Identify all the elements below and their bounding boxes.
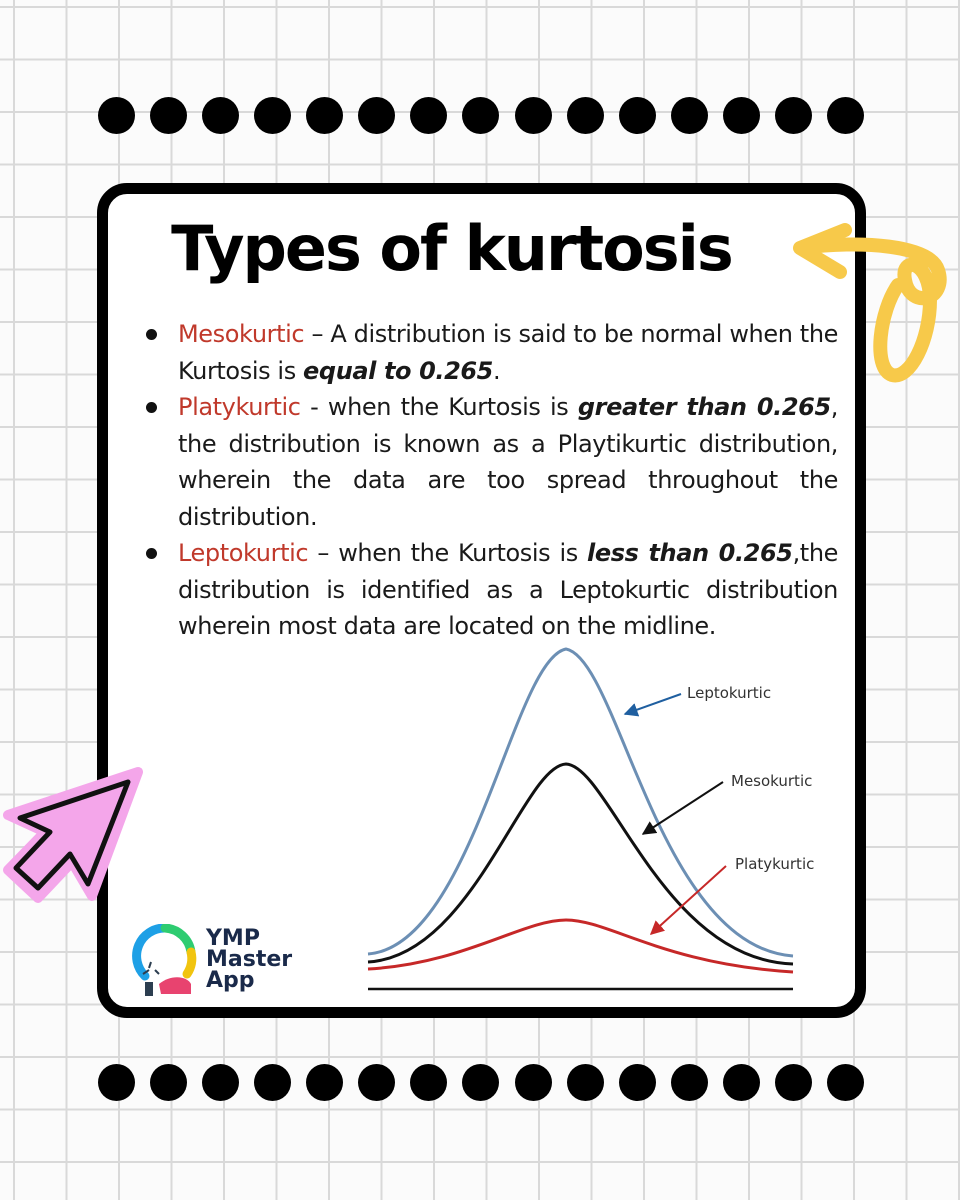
ymp-logo <box>131 924 321 1004</box>
dot <box>827 1064 864 1101</box>
dot <box>202 1064 239 1101</box>
term-platykurtic: Platykurtic <box>178 393 301 421</box>
kurtosis-list <box>178 316 838 645</box>
list-item-mesokurtic <box>178 316 838 389</box>
list-item-platykurtic <box>178 389 838 535</box>
definition-text: . <box>492 356 501 385</box>
term-mesokurtic: Mesokurtic <box>178 320 305 348</box>
dot <box>775 1064 812 1101</box>
bottom-dot-row <box>98 1062 864 1102</box>
dot <box>775 97 812 134</box>
dot <box>671 97 708 134</box>
logo-line-2: Master <box>206 947 293 972</box>
dot <box>671 1064 708 1101</box>
dot <box>306 97 343 134</box>
definition-text: , the distribution is known as a Playtikurtic distribution, wherein the data are too spread throughout the distribution. <box>178 393 838 531</box>
dot <box>150 1064 187 1101</box>
top-dot-row <box>98 95 864 135</box>
dot <box>462 1064 499 1101</box>
threshold-text: greater than 0.265 <box>577 393 831 421</box>
mesokurtic-curve <box>368 764 793 964</box>
dot <box>619 1064 656 1101</box>
definition-text: – when the Kurtosis is <box>308 539 588 567</box>
leptokurtic-arrow <box>625 694 681 714</box>
logo-wordmark <box>206 928 292 991</box>
logo-line-1: YMP <box>206 926 260 951</box>
platykurtic-label: Platykurtic <box>735 855 815 873</box>
dot <box>827 97 864 134</box>
kurtosis-diagram <box>363 634 863 1014</box>
dot <box>619 97 656 134</box>
dot <box>567 1064 604 1101</box>
dot <box>567 97 604 134</box>
term-leptokurtic: Leptokurtic <box>178 539 309 567</box>
threshold-text: equal to 0.265 <box>303 356 493 385</box>
dot <box>254 97 291 134</box>
dot <box>358 1064 395 1101</box>
dot <box>410 1064 447 1101</box>
dot <box>306 1064 343 1101</box>
dot <box>98 1064 135 1101</box>
content-card <box>97 183 866 1018</box>
definition-text: - when the Kurtosis is <box>300 393 578 421</box>
cursor-arrow-icon <box>0 760 150 910</box>
dot <box>254 1064 291 1101</box>
mesokurtic-arrow <box>643 782 723 834</box>
dot <box>723 97 760 134</box>
swirl-arrow-icon <box>780 200 960 390</box>
definition-text: – A distribution is said to be normal when the Kurtosis is <box>178 320 838 385</box>
dot <box>150 97 187 134</box>
dot <box>515 1064 552 1101</box>
dot <box>723 1064 760 1101</box>
logo-line-3: App <box>206 968 255 993</box>
dot <box>410 97 447 134</box>
dot <box>515 97 552 134</box>
definition-text: ,the distribution is identified as a Leptokurtic distribution wherein most data are located on the midline. <box>178 539 838 640</box>
threshold-text: less than 0.265 <box>587 539 793 567</box>
dot <box>98 97 135 134</box>
brain-bulb-icon <box>131 924 201 1002</box>
dot <box>202 97 239 134</box>
page-title: Types of kurtosis <box>171 212 732 285</box>
dot <box>462 97 499 134</box>
leptokurtic-label: Leptokurtic <box>687 684 772 702</box>
list-item-leptokurtic <box>178 535 838 645</box>
mesokurtic-label: Mesokurtic <box>731 772 813 790</box>
dot <box>358 97 395 134</box>
